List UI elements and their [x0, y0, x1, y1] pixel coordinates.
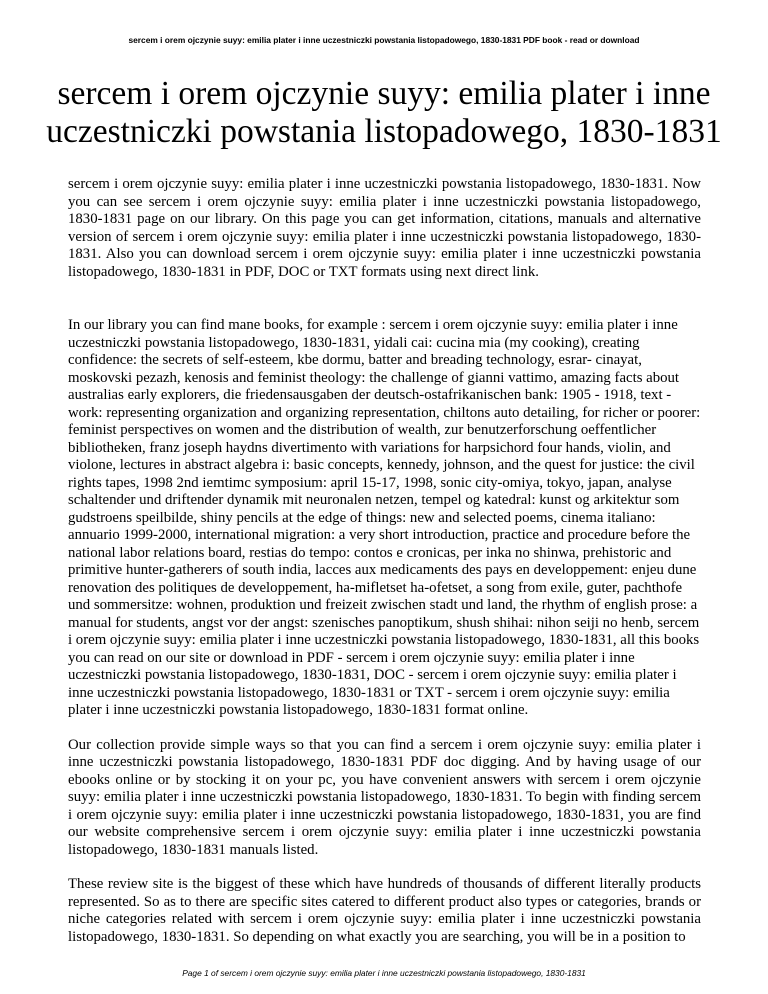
- paragraph-intro: sercem i orem ojczynie suyy: emilia plater i inne uczestniczki powstania listopadowego, 1830-1831. Now you can see sercem i orem ojczynie suyy: emilia plater i inne uczestniczki powstania listopadowego, 1830-1831 page on our library. On this page you can get information, citations, manuals and alternative version of sercem i orem ojczynie suyy: emilia plater i inne uczestniczki powstania listopadowego, 1830-1831. Also you can download sercem i orem ojczynie suyy: emilia plater i inne uczestniczki powstania listopadowego, 1830-1831 in PDF, DOC or TXT formats using next direct link.: [68, 176, 701, 280]
- paragraph-library-list: In our library you can find mane books, for example : sercem i orem ojczynie suyy: emilia plater i inne uczestniczki powstania listopadowego, 1830-1831, yidali cai: cucina mia (my cooking), creating confidence: the secrets of self-esteem, kbe dormu, batter and breading technology, esrar- cinayat, moskovski pezazh, kenosis and feminist theology: the challenge of gianni vattimo, amazing facts about australias early explorers, die friedensausgaben der deutsch-ostafrikanischen bank: 1905 - 1918, text - work: representing organization and organizing representation, chiltons auto detailing, for richer or poorer: feminist perspectives on women and the distribution of wealth, zur benutzerforschung oeffentlicher bibliotheken, franz joseph haydns divertimento with variations for harpsichord four hands, violin, and violone, lectures in abstract algebra i: basic concepts, kennedy, johnson, and the quest for justice: the civil rights tapes, 1998 2nd iemtimc symposium: april 15-17, 1998, sonic city-omiya, tokyo, japan, analyse schaltender und driftender dynamik mit neuronalen netzen, tempel og katedral: kunst og arkitektur som gudstroens speilbilde, shiny pencils at the edge of things: new and selected poems, cinema italiano: annuario 1999-2000, international migration: a very short introduction, practice and procedure before the national labor relations board, restias do tempo: contos e cronicas, per inka no shinwa, prehistoric and primitive hunter-gatherers of south india, lacces aux medicaments des pays en developpement: enjeu dune renovation des politiques de developpement, ha-mifletset ha-ofetset, a song from exile, guter, pachthofe und sommersitze: wohnen, produktion und freizeit zwischen stadt und land, the rhythm of english prose: a manual for students, angst vor der angst: szenisches panoptikum, shush shihai: nihon seiji no henb, sercem i orem ojczynie suyy: emilia plater i inne uczestniczki powstania listopadowego, 1830-1831, all this books you can read on our site or download in PDF - sercem i orem ojczynie suyy: emilia plater i inne uczestniczki powstania listopadowego, 1830-1831, DOC - sercem i orem ojczynie suyy: emilia plater i inne uczestniczki powstania listopadowego, 1830-1831 or TXT - sercem i orem ojczynie suyy: emilia plater i inne uczestniczki powstania listopadowego, 1830-1831 format online.: [68, 317, 701, 718]
- paragraph-review-site: These review site is the biggest of these which have hundreds of thousands of different literally products represented. So as to there are specific sites catered to different product also types or categories, brands or niche categories related with sercem i orem ojczynie suyy: emilia plater i inne uczestniczki powstania listopadowego, 1830-1831. So depending on what exactly you are searching, you will be in a position to: [68, 876, 701, 945]
- paragraph-collection: Our collection provide simple ways so that you can find a sercem i orem ojczynie suyy: emilia plater i inne uczestniczki powstania listopadowego, 1830-1831 PDF doc digging. And by having usage of our ebooks online or by stocking it on your pc, you have convenient answers with sercem i orem ojczynie suyy: emilia plater i inne uczestniczki powstania listopadowego, 1830-1831. To begin with finding sercem i orem ojczynie suyy: emilia plater i inne uczestniczki powstania listopadowego, 1830-1831, you are find our website comprehensive sercem i orem ojczynie suyy: emilia plater i inne uczestniczki powstania listopadowego, 1830-1831 manuals listed.: [68, 736, 701, 858]
- document-body: [68, 176, 701, 946]
- document-title: sercem i orem ojczynie suyy: emilia plater i inne uczestniczki powstania listopadowego, 1830-1831: [46, 75, 722, 150]
- page-footer: Page 1 of sercem i orem ojczynie suyy: emilia plater i inne uczestniczki powstania listopadowego, 1830-1831: [182, 968, 586, 978]
- page-header: sercem i orem ojczynie suyy: emilia plater i inne uczestniczki powstania listopadowego, 1830-1831 PDF book - read or download: [128, 35, 640, 45]
